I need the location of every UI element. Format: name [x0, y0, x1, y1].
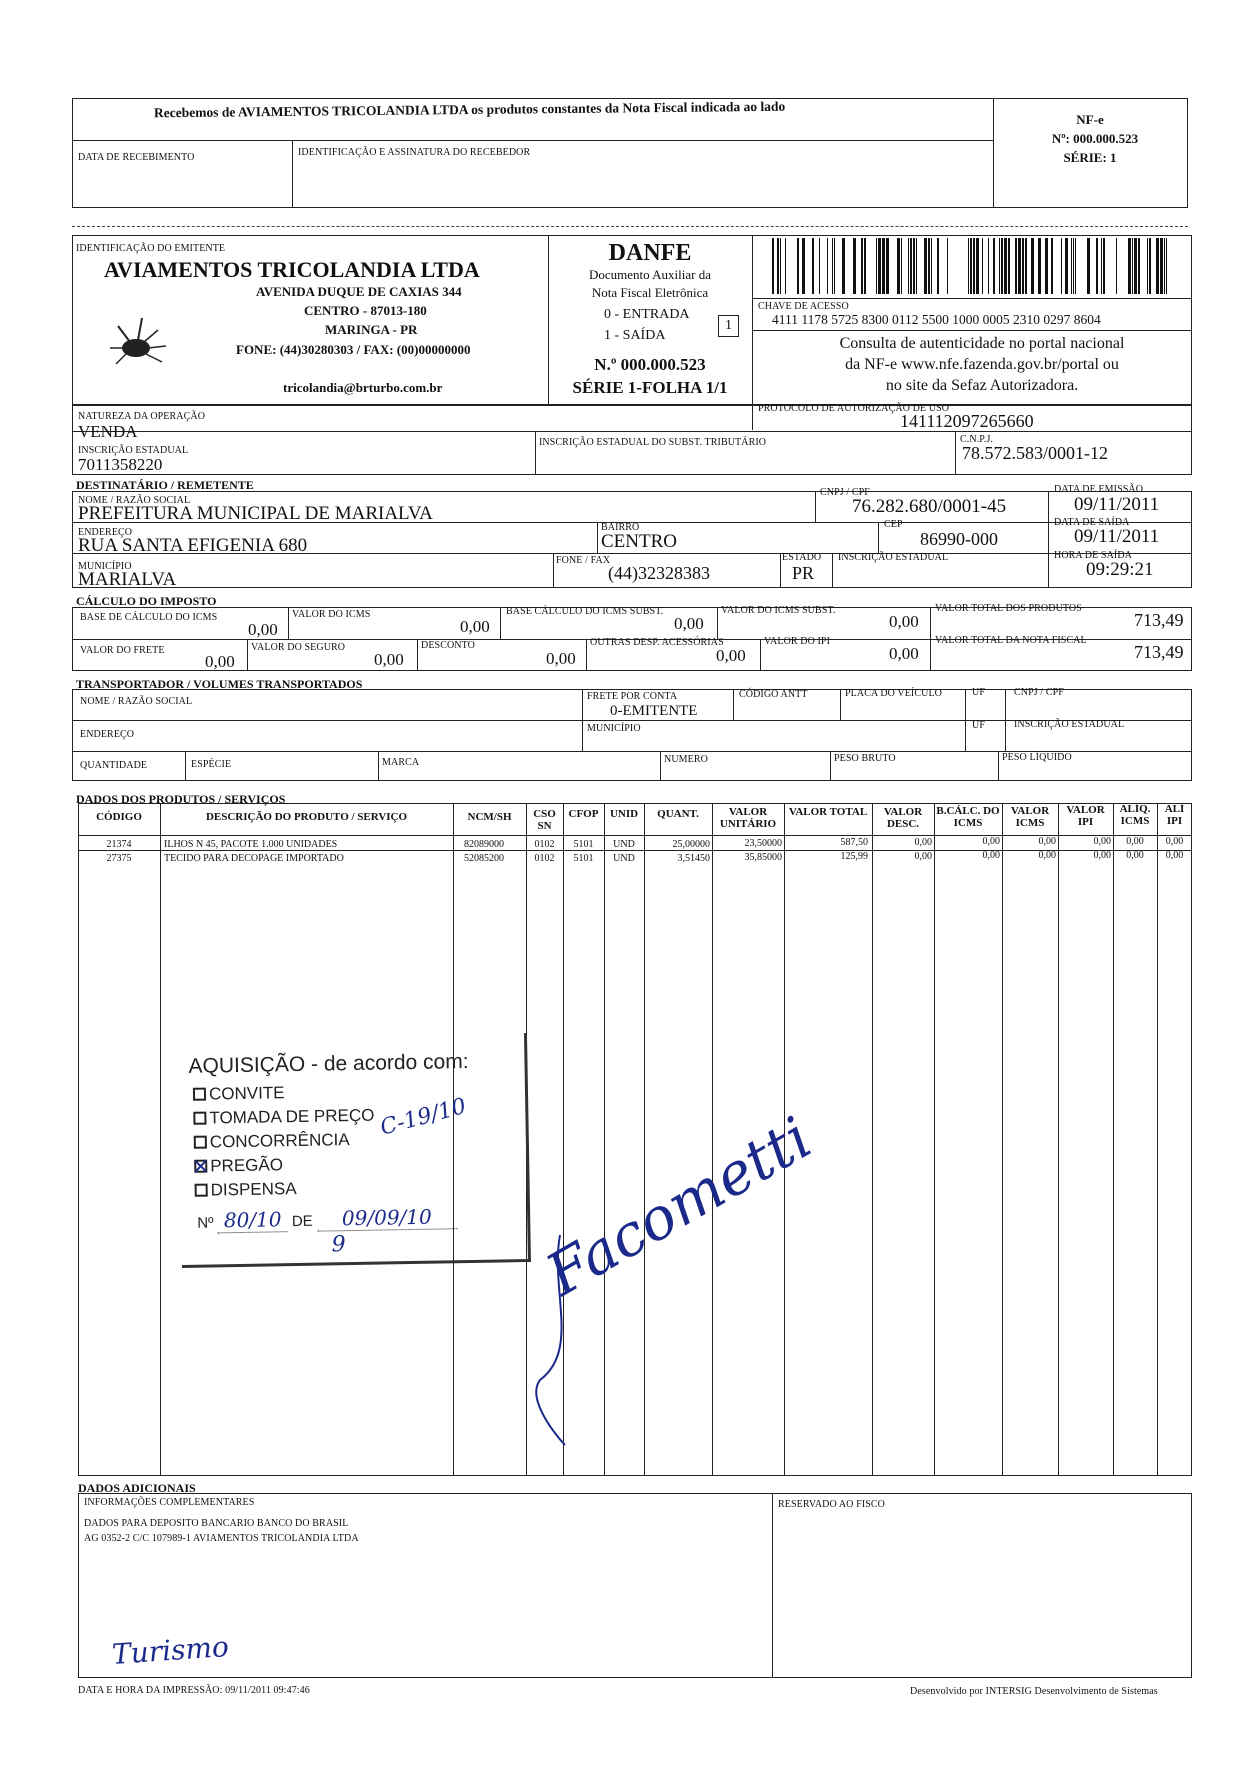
tax-base-icms-label: BASE DE CÁLCULO DO ICMS: [80, 612, 218, 623]
barcode-bar: [1075, 238, 1076, 294]
col-div-7: [712, 803, 713, 1476]
tr-uf-label: UF: [972, 687, 985, 698]
consulta-line-3: no site da Sefaz Autorizadora.: [885, 377, 1079, 394]
cell-valor-unitario: 35,85000: [744, 852, 782, 863]
barcode-bar: [947, 238, 948, 294]
receipt-vline: [292, 140, 293, 208]
th-bcalc-icms: B.CÁLC. DO ICMS: [936, 805, 1000, 829]
recipient-v-cep: [878, 522, 879, 553]
footer-printed: DATA E HORA DA IMPRESSÃO: 09/11/2011 09:47:46: [78, 1685, 310, 1696]
recipient-v-bairro: [597, 522, 598, 553]
barcode-bar: [901, 238, 902, 294]
barcode-bar: [1061, 238, 1062, 294]
tr-frete-value: 0-EMITENTE: [610, 703, 698, 719]
th-valor-icms: VALOR ICMS: [1010, 805, 1050, 829]
barcode-bar: [1022, 238, 1024, 294]
stamp-option-dispensa: [195, 1179, 297, 1201]
barcode-bar: [886, 238, 889, 294]
fisco-label: RESERVADO AO FISCO: [778, 1499, 885, 1510]
cell-descricao: ILHOS N 45, PACOTE 1.000 UNIDADES: [164, 839, 338, 850]
stamp-option-label: CONVITE: [208, 1083, 285, 1104]
cell-valor-total: 587,50: [840, 837, 868, 848]
checkbox-icon: [193, 1088, 206, 1101]
tax-outras-value: 0,00: [716, 646, 746, 665]
th-valor-ipi: VALOR IPI: [1066, 804, 1105, 828]
tr-placa-label: PLACA DO VEÍCULO: [845, 688, 942, 699]
issuer-phone: FONE: (44)30280303 / FAX: (00)00000000: [236, 342, 471, 357]
recipient-v-estado: [780, 553, 781, 588]
transport-v4: [965, 689, 966, 751]
additional-divider: [772, 1493, 773, 1678]
cell-aliq-icms: 0,00: [1126, 850, 1144, 861]
chave-label: CHAVE DE ACESSO: [758, 301, 849, 312]
col-div-12: [1058, 803, 1059, 1476]
barcode-bar: [876, 238, 877, 294]
natureza-label: NATUREZA DA OPERAÇÃO: [78, 411, 206, 422]
danfe-numero: N.º 000.000.523: [594, 355, 706, 374]
th-ncm: NCM/SH: [467, 811, 512, 823]
barcode-bar: [897, 238, 900, 294]
col-div-6: [644, 803, 645, 1476]
transport-v2: [733, 689, 734, 720]
barcode-bar: [916, 238, 917, 294]
stamp-date-value: 09/09/10: [317, 1204, 457, 1231]
issuer-address: AVENIDA DUQUE DE CAXIAS 344: [256, 284, 462, 299]
transport-v5: [1005, 689, 1006, 751]
tax-valor-icms-label: VALOR DO ICMS: [292, 609, 371, 620]
receipt-date-label: DATA DE RECEBIMENTO: [78, 152, 195, 163]
transport-v9: [830, 751, 831, 781]
cell-valor-desc: 0,00: [914, 851, 932, 862]
tax-frete-value: 0,00: [205, 652, 235, 671]
stamp-num-value: 80/10: [217, 1207, 287, 1233]
barcode-bar: [988, 238, 989, 294]
col-div-14: [1157, 803, 1158, 1476]
barcode-bar: [878, 238, 881, 294]
cell-ncm: 82089000: [464, 839, 504, 850]
tr-peso-bruto-label: PESO BRUTO: [834, 753, 896, 764]
transport-v3: [840, 689, 841, 720]
barcode-bar: [882, 238, 885, 294]
issuer-section-label: IDENTIFICAÇÃO DO EMITENTE: [76, 243, 226, 254]
tax-v6: [417, 639, 418, 671]
th-unid: UNID: [609, 808, 639, 820]
rec-fone-label: FONE / FAX: [556, 555, 611, 566]
tr-nome-label: NOME / RAZÃO SOCIAL: [80, 696, 193, 707]
barcode-bar: [864, 238, 866, 294]
barcode-bar: [842, 238, 845, 294]
rec-fone-value: (44)32328383: [608, 563, 710, 583]
cell-quant: 3,51450: [677, 853, 710, 864]
cnpj-value: 78.572.583/0001-12: [962, 443, 1108, 463]
th-aliq-ipi: ALÍ IPI: [1164, 803, 1185, 827]
barcode-bar: [1004, 238, 1007, 294]
cell-valor-icms: 0,00: [1038, 850, 1056, 861]
rec-municipio-value: MARIALVA: [78, 569, 177, 590]
barcode-bar: [1166, 238, 1167, 294]
natureza-value: VENDA: [78, 422, 138, 441]
th-quant: QUANT.: [657, 808, 699, 820]
tax-seguro-label: VALOR DO SEGURO: [251, 642, 346, 653]
tax-base-icms-value: 0,00: [248, 620, 278, 639]
additional-section: DADOS ADICIONAIS: [78, 1481, 196, 1495]
chave-hline: [752, 298, 1192, 299]
stamp-handwritten-ref: C-19/10: [377, 1093, 469, 1141]
rec-estado-label: ESTADO: [782, 552, 822, 563]
barcode-bar: [1103, 238, 1105, 294]
barcode-bar: [982, 238, 983, 294]
tr-frete-label: FRETE POR CONTA: [587, 691, 678, 702]
checked-checkbox-icon: [194, 1160, 207, 1173]
col-div-1: [160, 803, 161, 1476]
rec-ie-label: INSCRIÇÃO ESTADUAL: [838, 552, 949, 563]
tax-desconto-value: 0,00: [546, 649, 576, 668]
ie-value: 7011358220: [78, 455, 163, 474]
checkbox-icon: [193, 1112, 206, 1125]
signature-stroke-icon: [530, 1230, 590, 1450]
products-section: DADOS DOS PRODUTOS / SERVIÇOS: [76, 792, 286, 806]
receipt-nfe-number: Nº: 000.000.523: [1051, 131, 1139, 146]
th-codigo: CÓDIGO: [96, 811, 142, 823]
tax-v8: [760, 639, 761, 671]
tax-v5: [247, 639, 248, 671]
transport-v6: [185, 751, 186, 781]
tax-v2: [500, 607, 501, 639]
receipt-id-label: IDENTIFICAÇÃO E ASSINATURA DO RECEBEDOR: [298, 147, 531, 158]
signature: Facometti: [535, 1103, 823, 1309]
barcode-bar: [1147, 238, 1148, 294]
danfe-entrada: 0 - ENTRADA: [604, 307, 690, 322]
receipt-text: Recebemos de AVIAMENTOS TRICOLANDIA LTDA os produtos constantes da Nota Fiscal indicada ao lado: [153, 98, 786, 121]
tax-total-produtos-label: VALOR TOTAL DOS PRODUTOS: [935, 603, 1082, 614]
barcode-bar: [834, 238, 835, 294]
cell-cfop: 5101: [573, 839, 594, 850]
barcode-bar: [802, 238, 805, 294]
recipient-section: DESTINATÁRIO / REMETENTE: [76, 478, 254, 492]
rec-endereco-label: ENDEREÇO: [78, 527, 133, 538]
receipt-nfe-title: NF-e: [1076, 112, 1104, 127]
cell-csosn: 0102: [534, 853, 555, 864]
barcode-bar: [973, 238, 975, 294]
barcode-bar: [1001, 238, 1003, 294]
stamp-de-label: DE: [291, 1212, 313, 1231]
cnpj-label: C.N.P.J.: [960, 434, 994, 445]
barcode-bar: [1160, 238, 1163, 294]
operation-v2: [535, 431, 536, 475]
barcode-bar: [1164, 238, 1165, 294]
col-div-11: [1002, 803, 1003, 1476]
tax-desconto-label: DESCONTO: [421, 640, 475, 651]
barcode-bar: [797, 238, 799, 294]
tr-numero-label: NUMERO: [664, 754, 708, 765]
cell-valor-total: 125,99: [840, 851, 868, 862]
th-cfop: CFOP: [568, 808, 599, 820]
tax-section: CÁLCULO DO IMPOSTO: [76, 594, 217, 608]
barcode-bar: [772, 238, 774, 294]
acquisition-stamp: [178, 1033, 531, 1268]
tr-peso-liquido-label: PESO LÍQUIDO: [1002, 752, 1072, 763]
tr-ie-label: INSCRIÇÃO ESTADUAL: [1014, 719, 1125, 730]
tr-antt-label: CÓDIGO ANTT: [739, 689, 808, 700]
th-csosn: CSO SN: [533, 808, 556, 832]
checkbox-icon: [195, 1184, 208, 1197]
barcode-bar: [853, 238, 856, 294]
rec-hora-value: 09:29:21: [1086, 559, 1154, 580]
chave-hline-2: [752, 330, 1192, 331]
recipient-v-fone: [553, 553, 554, 588]
barcode-bar: [1018, 238, 1021, 294]
tax-total-produtos-value: 713,49: [1134, 610, 1184, 630]
barcode-bar: [1008, 238, 1010, 294]
cell-cfop: 5101: [573, 853, 594, 864]
chave-value: 4111 1178 5725 8300 0112 5500 1000 0005 2310 0297 8604: [772, 312, 1101, 327]
ie-subst-label: INSCRIÇÃO ESTADUAL DO SUBST. TRIBUTÁRIO: [539, 437, 767, 448]
recipient-v-ie: [832, 553, 833, 588]
footer-developer: Desenvolvido por INTERSIG Desenvolvimento de Sistemas: [910, 1686, 1158, 1697]
cell-valor-icms: 0,00: [1038, 836, 1056, 847]
tax-outras-label: OUTRAS DESP. ACESSÓRIAS: [590, 637, 724, 648]
barcode-bar: [937, 238, 939, 294]
barcode-bar: [780, 238, 781, 294]
checkbox-icon: [194, 1136, 207, 1149]
stamp-num-label: Nº: [197, 1214, 214, 1232]
danfe-title: DANFE: [608, 240, 692, 266]
danfe-tipo-box: 1: [718, 315, 739, 337]
operation-v3: [955, 431, 956, 475]
stamp-option-label: CONCORRÊNCIA: [209, 1130, 350, 1152]
barcode-bar: [924, 238, 927, 294]
barcode-bar: [913, 238, 915, 294]
danfe-serie-folha: SÉRIE 1-FOLHA 1/1: [572, 378, 728, 397]
rec-cep-value: 86990-000: [920, 529, 998, 549]
additional-info-line-2: AG 0352-2 C/C 107989-1 AVIAMENTOS TRICOLANDIA LTDA: [84, 1533, 359, 1544]
barcode-bar: [968, 238, 969, 294]
protocolo-value: 141112097265660: [900, 411, 1034, 431]
cell-unid: UND: [613, 839, 635, 850]
cell-quant: 25,00000: [672, 839, 710, 850]
barcode-bar: [827, 238, 828, 294]
barcode-bar: [832, 238, 833, 294]
transport-section: TRANSPORTADOR / VOLUMES TRANSPORTADOS: [76, 677, 363, 691]
tr-municipio-label: MUNICÍPIO: [587, 723, 641, 734]
cell-aliq-icms: 0,00: [1126, 836, 1144, 847]
barcode-bar: [928, 238, 930, 294]
barcode-bar: [1073, 238, 1074, 294]
cell-ncm: 52085200: [464, 853, 504, 864]
cell-valor-desc: 0,00: [914, 837, 932, 848]
col-div-10: [934, 803, 935, 1476]
tax-total-nota-value: 713,49: [1134, 642, 1184, 662]
cell-aliq-ipi: 0,00: [1165, 836, 1184, 847]
barcode-bar: [1038, 238, 1041, 294]
cell-descricao: TECIDO PARA DECOPAGE IMPORTADO: [164, 853, 344, 864]
barcode-bar: [1156, 238, 1159, 294]
stamp-title: AQUISIÇÃO - de acordo com:: [188, 1049, 469, 1078]
rec-hora-label: HORA DE SAÍDA: [1054, 550, 1132, 561]
tax-frete-label: VALOR DO FRETE: [80, 645, 165, 656]
cut-line: [72, 226, 1188, 227]
rec-saida-label: DATA DE SAÍDA: [1054, 517, 1130, 528]
danfe-subtitle-2: Nota Fiscal Eletrônica: [591, 285, 709, 300]
rec-name-label: NOME / RAZÃO SOCIAL: [78, 495, 191, 506]
transport-v1: [582, 689, 583, 751]
rec-bairro-value: CENTRO: [601, 531, 677, 552]
barcode-bar: [970, 238, 972, 294]
tax-v4: [930, 607, 931, 671]
transport-v10: [998, 751, 999, 781]
tax-v1: [288, 607, 289, 639]
cell-bcalc: 0,00: [982, 850, 1000, 861]
tr-cnpj-label: CNPJ / CPF: [1014, 687, 1064, 698]
th-valor-total: VALOR TOTAL: [788, 806, 868, 818]
stamp-option-convite: [193, 1083, 285, 1105]
tax-seguro-value: 0,00: [374, 650, 404, 669]
issuer-city: MARINGA - PR: [325, 322, 418, 337]
header-v2: [752, 235, 753, 405]
barcode-bar: [1087, 238, 1090, 294]
receipt-divider: [993, 98, 994, 208]
receipt-nfe-serie: SÉRIE: 1: [1063, 150, 1117, 165]
barcode-bar: [819, 238, 820, 294]
barcode-bar: [1138, 238, 1140, 294]
protocolo-label: PROTOCOLO DE AUTORIZAÇÃO DE USO: [758, 403, 950, 414]
barcode-bar: [1116, 238, 1117, 294]
tax-ipi-value: 0,00: [889, 644, 919, 663]
cell-csosn: 0102: [534, 839, 555, 850]
tax-v3: [717, 607, 718, 639]
barcode-bar: [1096, 238, 1098, 294]
stamp-option-label: TOMADA DE PREÇO: [209, 1105, 375, 1128]
stamp-option-pregao: [194, 1155, 283, 1177]
barcode-bar: [1031, 238, 1034, 294]
barcode-bar: [1101, 238, 1102, 294]
rec-saida-value: 09/11/2011: [1074, 526, 1160, 547]
issuer-district: CENTRO - 87013-180: [304, 303, 427, 318]
barcode-bar: [1134, 238, 1137, 294]
cell-unid: UND: [613, 853, 635, 864]
rec-bairro-label: BAIRRO: [601, 522, 640, 533]
barcode-bar: [1071, 238, 1072, 294]
tr-endereco-label: ENDEREÇO: [80, 729, 135, 740]
rec-cep-label: CEP: [884, 519, 903, 530]
tax-total-nota-label: VALOR TOTAL DA NOTA FISCAL: [935, 635, 1087, 646]
rec-name-value: PREFEITURA MUNICIPAL DE MARIALVA: [78, 503, 433, 524]
issuer-name: AVIAMENTOS TRICOLANDIA LTDA: [104, 257, 480, 282]
barcode-bar: [1051, 238, 1053, 294]
barcode-bar: [1025, 238, 1027, 294]
barcode-bar: [777, 238, 779, 294]
col-div-13: [1113, 803, 1114, 1476]
barcode-icon: [772, 238, 1172, 294]
rec-emissao-value: 09/11/2011: [1074, 494, 1160, 515]
stamp-option-label: DISPENSA: [210, 1179, 297, 1200]
cell-valor-unitario: 23,50000: [744, 838, 782, 849]
barcode-bar: [1128, 238, 1131, 294]
tax-v7: [586, 639, 587, 671]
rec-cnpj-label: CNPJ / CPF: [820, 487, 870, 498]
additional-handwriting: Turismo: [110, 1629, 230, 1672]
tr-quantidade-label: QUANTIDADE: [80, 760, 148, 771]
col-div-5: [604, 803, 605, 1476]
cell-codigo: 21374: [106, 839, 132, 850]
tax-ipi-label: VALOR DO IPI: [764, 636, 831, 647]
stamp-handwritten-9: 9: [331, 1232, 346, 1258]
barcode-bar: [908, 238, 909, 294]
barcode-bar: [1015, 238, 1017, 294]
barcode-bar: [999, 238, 1000, 294]
rec-cnpj-value: 76.282.680/0001-45: [852, 496, 1007, 517]
stamp-option-concorrencia: [194, 1130, 350, 1153]
barcode-bar: [861, 238, 863, 294]
col-div-9: [872, 803, 873, 1476]
tax-base-subst-value: 0,00: [674, 614, 704, 633]
stamp-number-line: [197, 1204, 457, 1234]
barcode-bar: [976, 238, 979, 294]
tax-icms-subst-label: VALOR DO ICMS SUBST.: [721, 605, 836, 616]
barcode-bar: [1065, 238, 1068, 294]
barcode-bar: [931, 238, 932, 294]
rec-emissao-label: DATA DE EMISSÃO: [1054, 484, 1144, 495]
recipient-v-date: [1048, 491, 1049, 588]
tax-base-subst-label: BASE CÁLCULO DO ICMS SUBST.: [506, 606, 664, 617]
tr-uf2-label: UF: [972, 720, 985, 731]
cell-codigo: 27375: [106, 853, 132, 864]
barcode-bar: [1149, 238, 1151, 294]
th-descricao: DESCRIÇÃO DO PRODUTO / SERVIÇO: [205, 811, 408, 823]
barcode-bar: [993, 238, 995, 294]
rec-municipio-label: MUNICÍPIO: [78, 561, 132, 572]
barcode-bar: [785, 238, 786, 294]
stamp-option-tomada: [193, 1106, 374, 1129]
spider-logo-icon: [108, 312, 170, 368]
rec-estado-value: PR: [792, 563, 815, 583]
cell-valor-ipi: 0,00: [1093, 850, 1111, 861]
operation-v1: [752, 405, 753, 430]
tr-marca-label: MARCA: [382, 757, 420, 768]
danfe-subtitle-1: Documento Auxiliar da: [588, 267, 712, 282]
ie-label: INSCRIÇÃO ESTADUAL: [78, 445, 189, 456]
barcode-bar: [812, 238, 814, 294]
barcode-bar: [910, 238, 912, 294]
transport-v8: [660, 751, 661, 781]
cell-valor-ipi: 0,00: [1093, 836, 1111, 847]
additional-info-line-1: DADOS PARA DEPOSITO BANCARIO BANCO DO BRASIL: [84, 1518, 349, 1529]
issuer-email: tricolandia@brturbo.com.br: [283, 380, 443, 395]
tax-icms-subst-value: 0,00: [889, 612, 919, 631]
consulta-line-1: Consulta de autenticidade no portal nacional: [839, 335, 1125, 352]
th-valor-unitario: VALOR UNITÁRIO: [719, 806, 777, 830]
stamp-option-label: PREGÃO: [210, 1155, 284, 1176]
rec-endereco-value: RUA SANTA EFIGENIA 680: [78, 535, 308, 556]
recipient-v-cnpj: [815, 491, 816, 522]
cell-bcalc: 0,00: [982, 836, 1000, 847]
transport-v7: [378, 751, 379, 781]
th-aliq-icms: ALÍQ. ICMS: [1119, 803, 1151, 827]
danfe-saida: 1 - SAÍDA: [604, 328, 666, 343]
barcode-bar: [1045, 238, 1048, 294]
additional-info-label: INFORMAÇÕES COMPLEMENTARES: [84, 1497, 255, 1508]
tax-valor-icms-value: 0,00: [460, 617, 490, 636]
consulta-line-2: da NF-e www.nfe.fazenda.gov.br/portal ou: [845, 356, 1119, 373]
th-valor-desc: VALOR DESC.: [883, 806, 923, 830]
barcode-bar: [1132, 238, 1133, 294]
tr-especie-label: ESPÉCIE: [191, 759, 232, 770]
cell-aliq-ipi: 0,00: [1165, 850, 1184, 861]
receipt-hline: [72, 140, 993, 141]
